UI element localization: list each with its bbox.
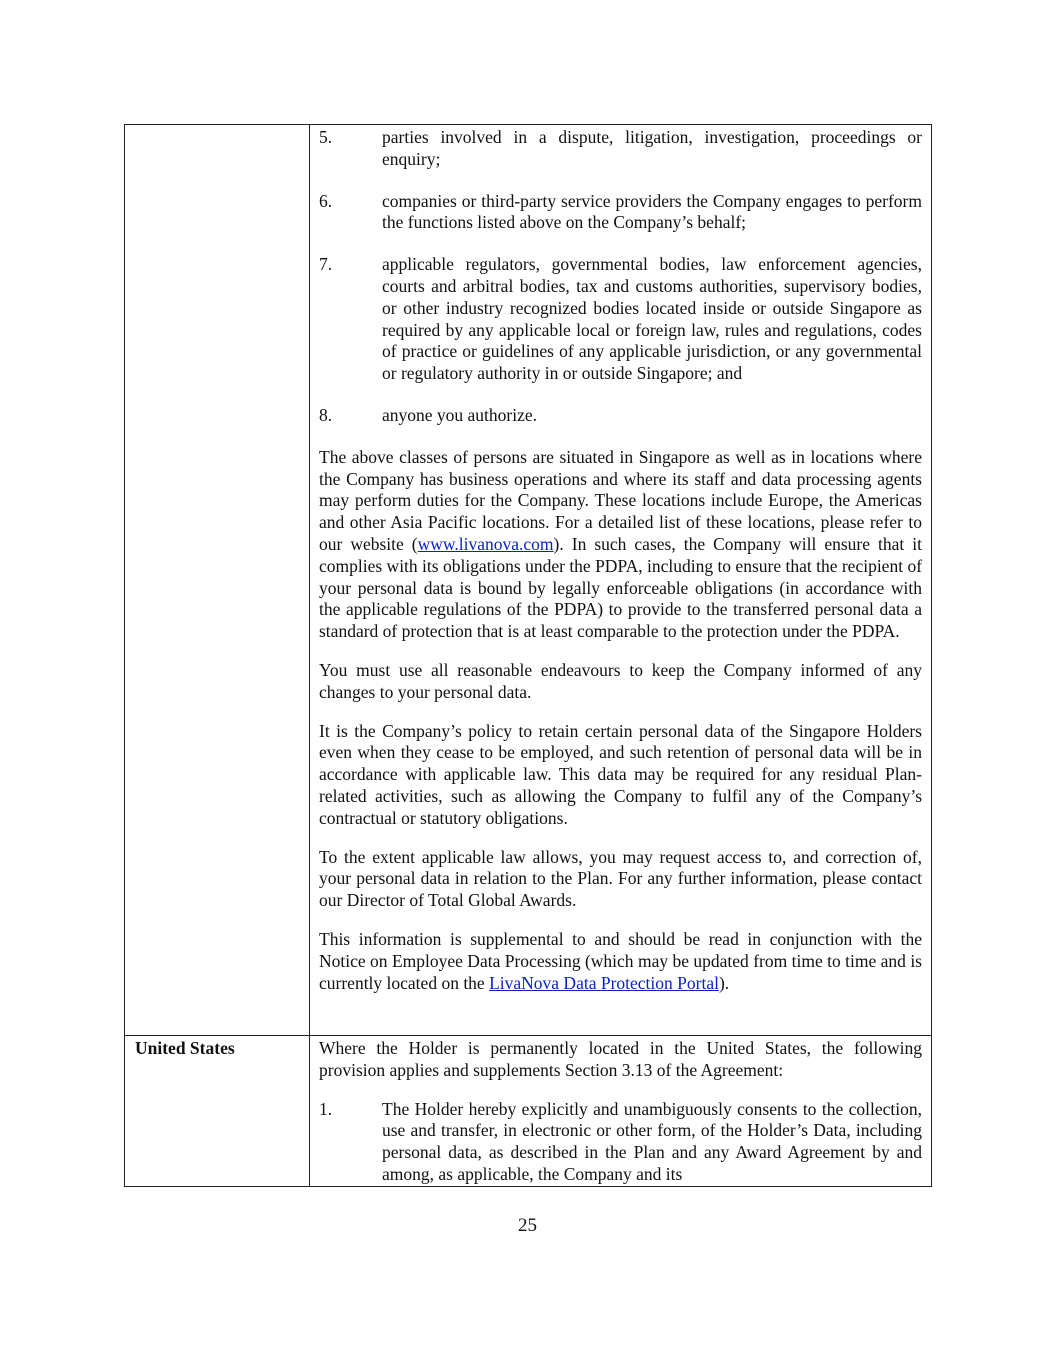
paragraph-locations (319, 447, 922, 643)
list-item-number: 1. (319, 1098, 333, 1119)
paragraph-text: This information is supplemental to and should be read in conjunction with the Notice on Employee Data Processing (which may be updated from time to time and is currently located on the (319, 928, 922, 993)
provision-cell (310, 1036, 932, 1187)
table-row-singapore-continued (125, 125, 932, 1036)
paragraph-notice (319, 929, 922, 994)
paragraph-access: To the extent applicable law allows, you may request access to, and correction of, your personal data in relation to the Plan. For any further information, please contact our Director of Total Global Awards. (319, 846, 922, 911)
list-item-number: 5. (319, 127, 333, 147)
list-item-number: 7. (319, 254, 333, 275)
table-row-united-states (125, 1036, 932, 1187)
paragraph-text: ). In such cases, the Company will ensure that it complies with its obligations under the PDPA, including to ensure that the recipient of your personal data is bound by legally enforceable obligations (in accordance with the applicable regulations of the PDPA) to provide to the transferred personal data a standard of protection that is at least comparable to the protection under the PDPA. (319, 533, 923, 642)
country-cell: United States (125, 1036, 310, 1187)
list-item (319, 1099, 922, 1186)
list-item-number: 8. (319, 404, 333, 425)
list-item (319, 254, 922, 385)
list-item (319, 191, 922, 235)
paragraph-text: The above classes of persons are situated in Singapore as well as in locations where the Company has business operations and where its staff and data processing agents may perform duties for the Company. These locations include Europe, the Americas and other Asia Pacific locations. For a detailed list of these locations, please refer to our website ( (319, 446, 922, 554)
list-item (319, 127, 922, 171)
list-item (319, 405, 922, 427)
list-item-text: companies or third-party service providers the Company engages to perform the functions listed above on the Company’s behalf; (382, 190, 922, 233)
list-item-number: 6. (319, 190, 333, 211)
livanova-website-link[interactable]: www.livanova.com (417, 533, 554, 554)
paragraph-text: ). (718, 972, 730, 993)
list-item-text: applicable regulators, governmental bodies, law enforcement agencies, courts and arbitral bodies, tax and customs authorities, supervisory bodies, or other industry recognized bodies located inside or outside Singapore as required by any applicable local or foreign law, rules and regulations, codes of practice or guidelines of any applicable jurisdiction, or any governmental or regulatory authority in or outside Singapore; and (382, 254, 922, 384)
provision-cell (310, 125, 932, 1036)
country-cell (125, 125, 310, 1036)
paragraph-intro: Where the Holder is permanently located in the United States, the following provision applies and supplements Section 3.13 of the Agreement: (319, 1038, 922, 1080)
list-item-text: parties involved in a dispute, litigation, investigation, proceedings or enquiry; (382, 127, 922, 169)
paragraph-retention: It is the Company’s policy to retain certain personal data of the Singapore Holders even when they cease to be employed, and such retention of personal data will be in accordance with applicable law. This data may be required for any residual Plan-related activities, such as allowing the Company to fulfil any of the Company’s contractual or statutory obligations. (319, 720, 922, 828)
paragraph-keep-informed: You must use all reasonable endeavours to keep the Company informed of any changes to your personal data. (319, 659, 922, 702)
list-item-text: anyone you authorize. (382, 404, 538, 425)
list-item-text: The Holder hereby explicitly and unambiguously consents to the collection, use and transfer, in electronic or other form, of the Holder’s Data, including personal data, as described in the Plan and any Award Agreement by and among, as applicable, the Company and its (382, 1098, 922, 1184)
country-provisions-table (124, 124, 932, 1187)
data-protection-portal-link[interactable]: LivaNova Data Protection Portal (489, 972, 719, 993)
page-number: 25 (518, 1215, 537, 1236)
